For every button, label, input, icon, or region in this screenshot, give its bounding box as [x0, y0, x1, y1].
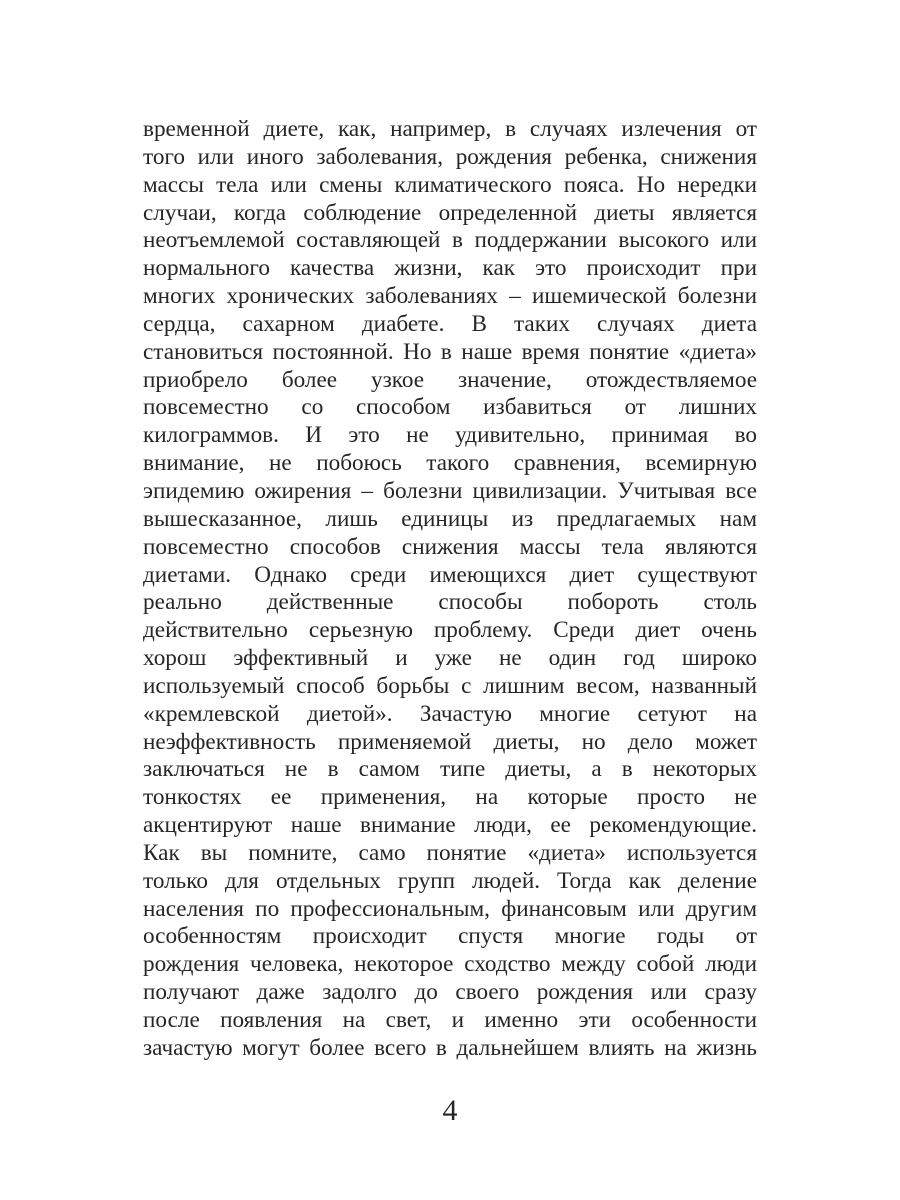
- text-line: акцентируют наше внимание люди, ее рекомендующие.: [143, 812, 757, 839]
- text-line: приобрело более узкое значение, отождествляемое: [143, 366, 757, 393]
- text-line: неэффективность применяемой диеты, но дело может: [143, 728, 757, 755]
- text-line: эпидемию ожирения – болезни цивилизации. Учитывая все: [143, 477, 757, 504]
- text-line: внимание, не побоюсь такого сравнения, всемирную: [143, 450, 757, 477]
- text-line: нормального качества жизни, как это происходит при: [143, 255, 757, 282]
- text-line: сердца, сахарном диабете. В таких случаях диета: [143, 310, 757, 337]
- text-line: Как вы помните, само понятие «диета» используется: [143, 839, 757, 866]
- text-line: случаи, когда соблюдение определенной диеты является: [143, 199, 757, 226]
- text-line: зачастую могут более всего в дальнейшем влиять на жизнь: [143, 1034, 757, 1061]
- text-line: реально действенные способы побороть столь: [143, 589, 757, 616]
- text-line: населения по профессиональным, финансовым или другим: [143, 895, 757, 922]
- text-line: хорош эффективный и уже не один год широко: [143, 645, 757, 672]
- text-line: тонкостях ее применения, на которые просто не: [143, 784, 757, 811]
- text-line: «кремлевской диетой». Зачастую многие сетуют на: [143, 700, 757, 727]
- text-line: того или иного заболевания, рождения ребенка, снижения: [143, 143, 757, 170]
- text-line: диетами. Однако среди имеющихся диет существуют: [143, 561, 757, 588]
- text-line: получают даже задолго до своего рождения или сразу: [143, 979, 757, 1006]
- text-line: временной диете, как, например, в случаях излечения от: [143, 116, 757, 142]
- page-number: 4: [442, 1094, 458, 1127]
- text-line: становиться постоянной. Но в наше время понятие «диета»: [143, 338, 757, 365]
- text-line: повсеместно способов снижения массы тела являются: [143, 533, 757, 560]
- text-line: многих хронических заболеваниях – ишемической болезни: [143, 283, 757, 310]
- text-line: заключаться не в самом типе диеты, а в некоторых: [143, 756, 757, 783]
- text-line: действительно серьезную проблему. Среди диет очень: [143, 617, 757, 644]
- text-line: килограммов. И это не удивительно, принимая во: [143, 422, 757, 449]
- text-line: неотъемлемой составляющей в поддержании высокого или: [143, 227, 757, 254]
- text-line: рождения человека, некоторое сходство между собой люди: [143, 951, 757, 978]
- text-line: массы тела или смены климатического пояса. Но нередки: [143, 171, 757, 198]
- body-text: [143, 116, 757, 1063]
- text-line: используемый способ борьбы с лишним весом, названный: [143, 672, 757, 699]
- text-line: только для отдельных групп людей. Тогда как деление: [143, 867, 757, 894]
- text-line: вышесказанное, лишь единицы из предлагаемых нам: [143, 505, 757, 532]
- text-line: особенностям происходит спустя многие годы от: [143, 923, 757, 950]
- text-line: после появления на свет, и именно эти особенности: [143, 1007, 757, 1033]
- text-line: повсеместно со способом избавиться от лишних: [143, 394, 757, 421]
